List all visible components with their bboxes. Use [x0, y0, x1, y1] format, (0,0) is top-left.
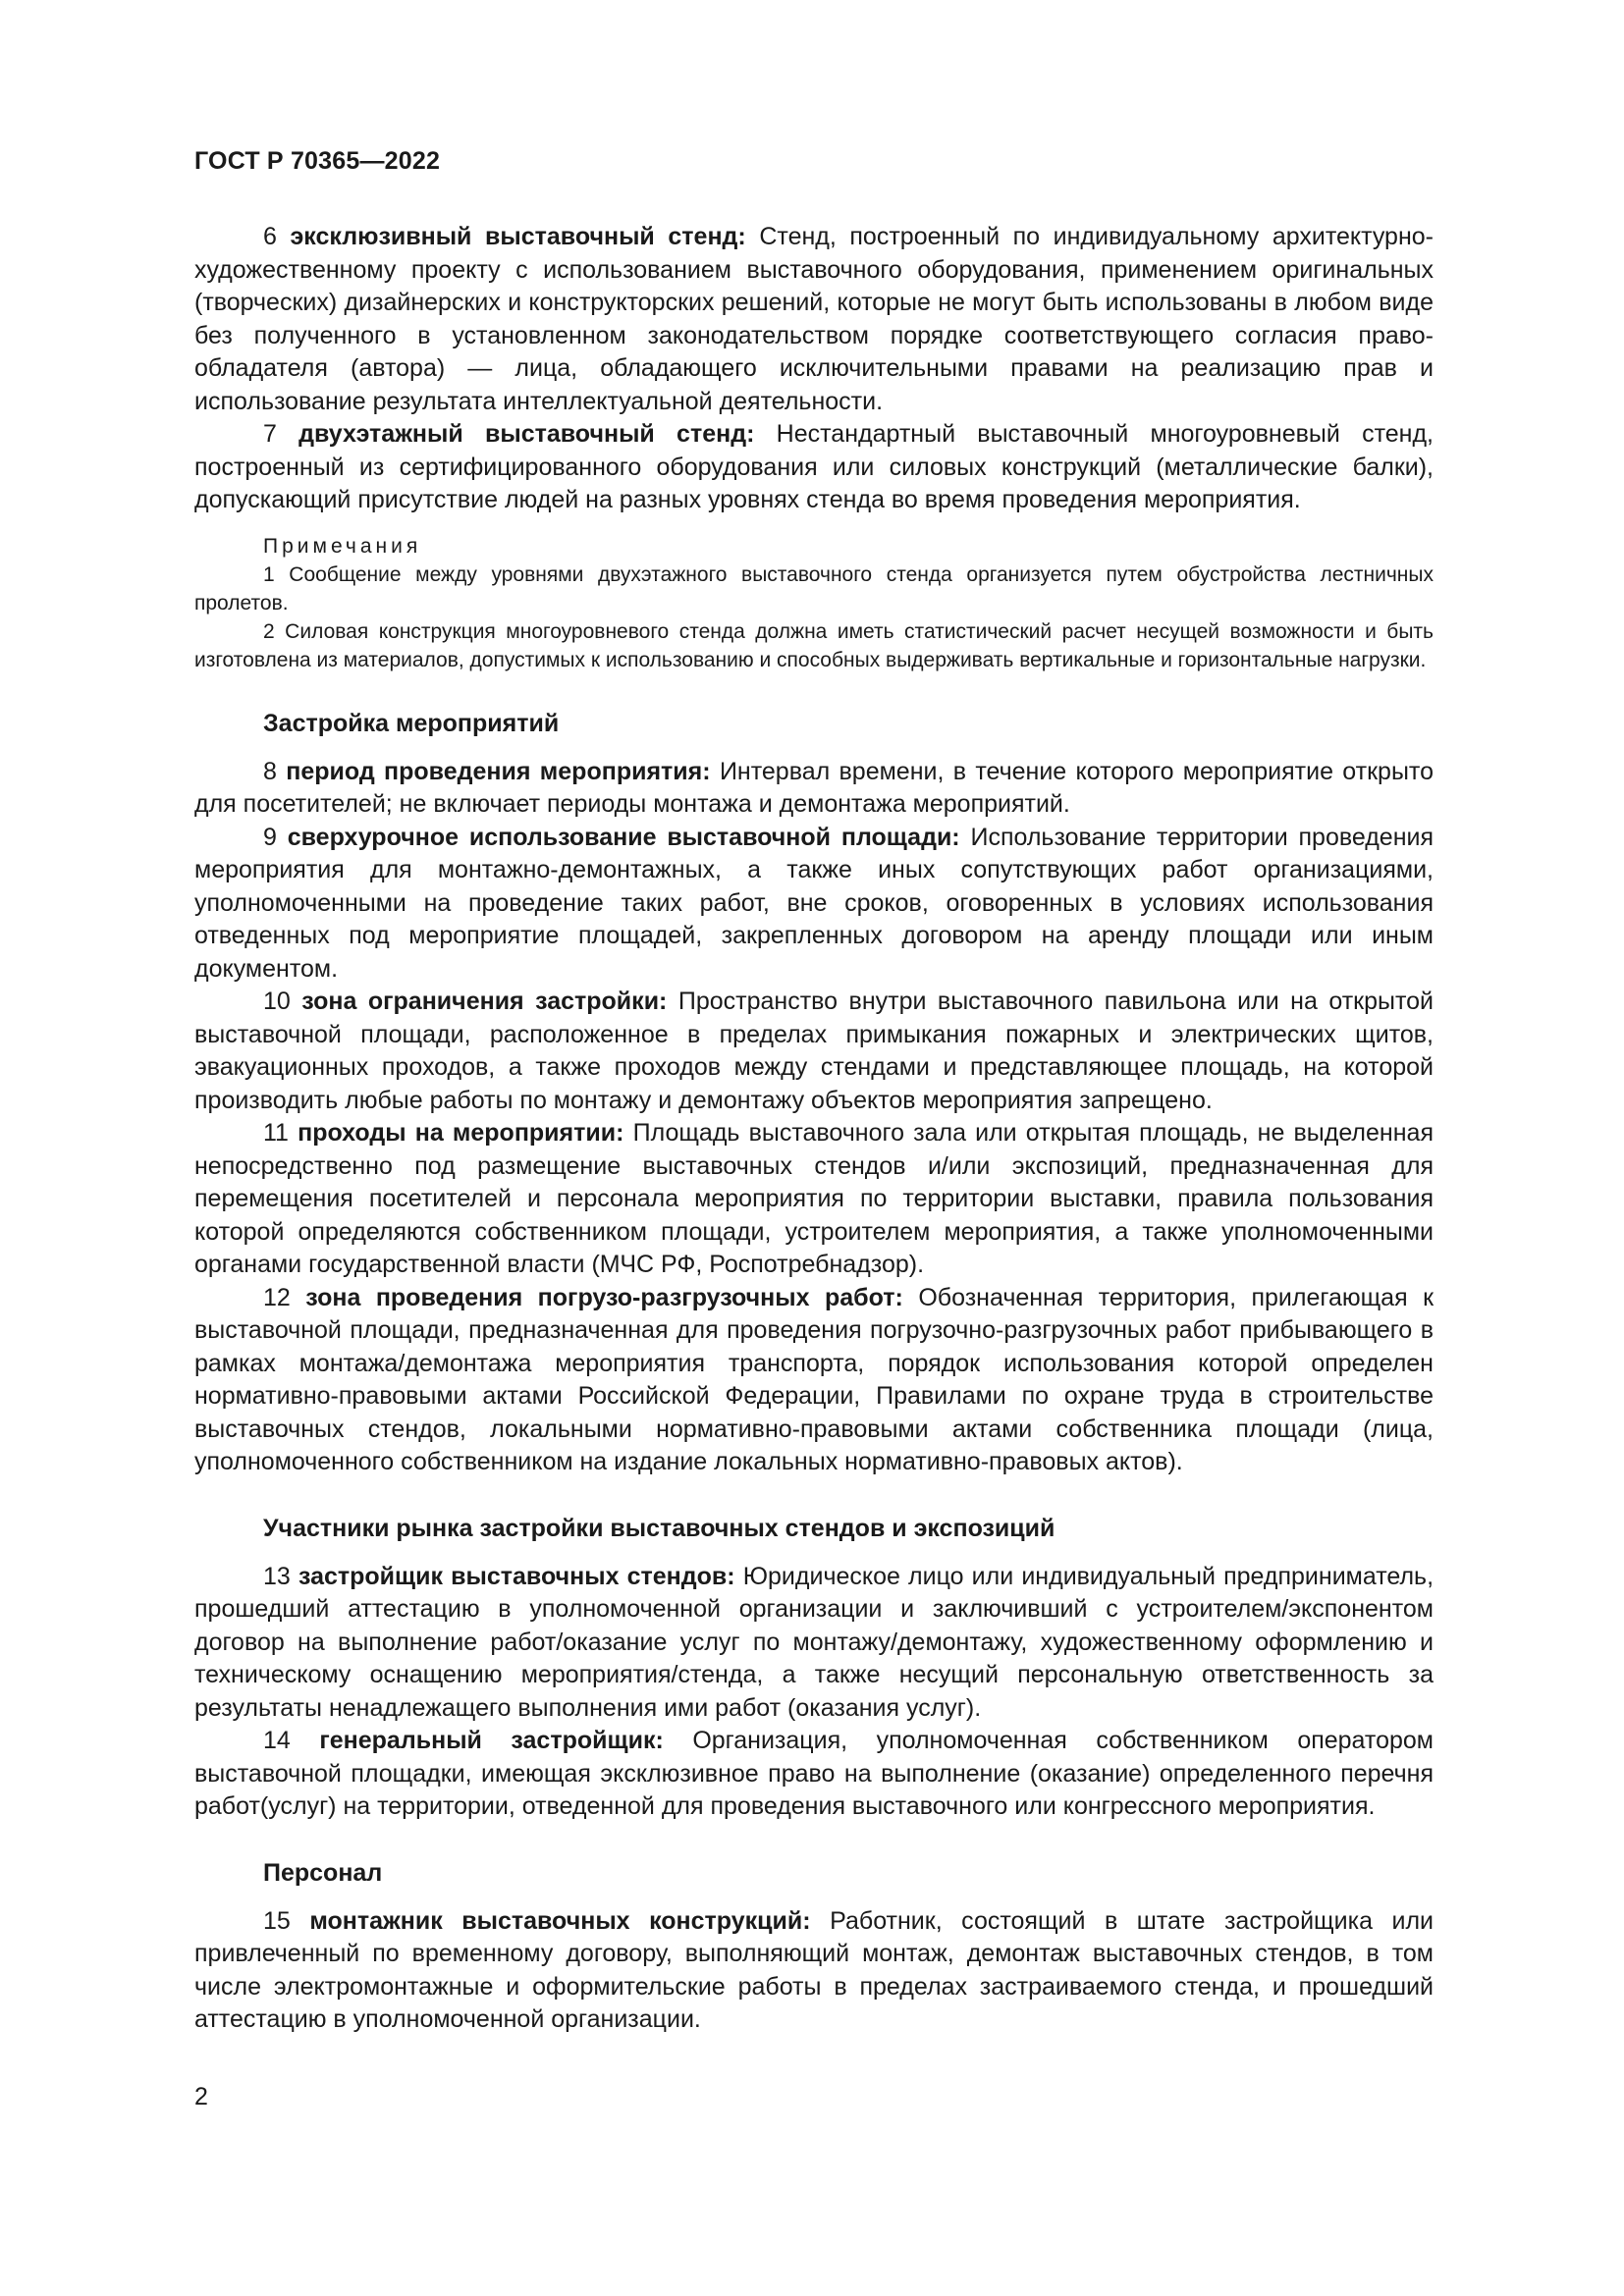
entry-number: 8	[263, 757, 277, 785]
document-body	[194, 221, 1434, 2037]
term-entry-9	[194, 822, 1434, 987]
term-definition: Юридическое лицо или индивидуальный предприниматель, прошедший аттестацию в уполномоченной организации и заключивший с устроителем/экспонентом договор на выполнение работ/оказание услуг по монтажу/демонтажу, художественному оформлению и техническому оснащению мероприятия/стенда, а также несущий персональную ответственность за результаты ненадлежащего выполнения ими работ (оказания услуг).	[194, 1562, 1435, 1722]
term-title: двухэтажный выставочный стенд:	[298, 420, 755, 448]
entry-number: 10	[263, 988, 291, 1015]
term-entry-15	[194, 1905, 1434, 2037]
term-entry-6	[194, 221, 1434, 418]
document-header: ГОСТ Р 70365—2022	[194, 147, 441, 175]
term-title: генеральный застройщик:	[319, 1727, 664, 1754]
term-definition: Нестандартный выставочный многоуровневый стенд, построенный из сертифицированного оборудования или силовых конструкций (металлические балки), допускающий присутствие людей на разных уровнях стенда во время проведения мероприятия.	[194, 420, 1435, 513]
term-entry-8	[194, 756, 1434, 822]
term-entry-13	[194, 1561, 1434, 1726]
entry-number: 12	[263, 1283, 291, 1311]
entry-number: 14	[263, 1727, 291, 1754]
term-definition: Площадь выставочного зала или открытая площадь, не выделенная непосредственно под размещение выставочных стендов и/или экспозиций, предназначенная для перемещения посетителей и персонала мероприятия по территории выставки, правила пользования которой определяются собственником площади, устроителем мероприятия, а также уполномоченными органами государственной власти (МЧС РФ, Роспотребнадзор).	[194, 1119, 1434, 1278]
entry-number: 7	[263, 420, 277, 448]
term-entry-10	[194, 986, 1434, 1117]
entry-number: 11	[263, 1119, 289, 1147]
term-definition: Организация, уполномоченная собственником оператором выставочной площадки, имеющая эксклюзивное право на выполнение (оказание) определенного перечня работ(услуг) на территории, отведенной для проведения выставочного или конгрессного мероприятия.	[194, 1727, 1434, 1820]
term-definition: Работник, состоящий в штате застройщика или привлеченный по временному договору, выполняющий монтаж, демонтаж выставочных стендов, в том числе электромонтажные и оформительские работы в пределах застраиваемого стенда, и прошедший аттестацию в уполномоченной организации.	[194, 1906, 1435, 2033]
term-title: монтажник выставочных конструкций:	[309, 1906, 811, 1935]
term-title: эксклюзивный выставочный стенд:	[290, 223, 746, 250]
section-heading-market-participants: Участники рынка застройки выставочных стендов и экспозиций	[263, 1514, 1056, 1542]
term-definition: Стенд, построенный по индивидуальному архитектурно-художественному проекту с использованием выставочного оборудования, применением оригинальных (творческих) дизайнерских и конструкторских решений, которые не могут быть использованы в любом виде без полученного в установленном законодательством порядке соответствующего согласия право-обладателя (автора) — лица, обладающего исключительными правами на реализацию прав и использование результата интеллектуальной деятельности.	[194, 223, 1434, 415]
entry-number: 9	[263, 823, 277, 851]
term-title: зона проведения погрузо-разгрузочных работ:	[305, 1283, 903, 1311]
term-title: зона ограничения застройки:	[301, 988, 668, 1015]
term-entry-7	[194, 418, 1434, 517]
page-number: 2	[194, 2083, 208, 2110]
term-definition: Использование территории проведения мероприятия для монтажно-демонтажных, а также иных сопутствующих работ организациями, уполномоченными на проведение таких работ, вне сроков, оговоренных в условиях использования отведенных под мероприятие площадей, закрепленных договором на аренду площади или иным документом.	[194, 823, 1434, 983]
entry-number: 13	[263, 1562, 291, 1590]
term-title: проходы на мероприятии:	[298, 1119, 624, 1147]
section-heading-personnel: Персонал	[263, 1858, 383, 1887]
term-entry-14	[194, 1725, 1434, 1824]
term-entry-11	[194, 1117, 1434, 1282]
term-title: застройщик выставочных стендов:	[298, 1562, 735, 1590]
note-1: 1 Сообщение между уровнями двухэтажного выставочного стенда организуется путем обустройства лестничных пролетов.	[194, 562, 1434, 614]
entry-number: 6	[263, 223, 277, 250]
term-definition: Пространство внутри выставочного павильона или на открытой выставочной площади, расположенное в пределах примыкания пожарных и электрических щитов, эвакуационных проходов, а также проходов между стендами и представляющее площадь, на которой производить любые работы по монтажу и демонтажу объектов мероприятия запрещено.	[194, 988, 1434, 1114]
term-title: период проведения мероприятия:	[286, 757, 711, 785]
term-entry-12	[194, 1282, 1434, 1479]
term-definition: Интервал времени, в течение которого мероприятие открыто для посетителей; не включает периоды монтажа и демонтажа мероприятий.	[194, 757, 1434, 818]
entry-number: 15	[263, 1906, 291, 1935]
notes-heading: Примечания	[263, 534, 422, 558]
note-2: 2 Силовая конструкция многоуровневого стенда должна иметь статистический расчет несущей возможности и быть изготовлена из материалов, допустимых к использованию и способных выдерживать вертикальные и горизонтальные нагрузки.	[194, 619, 1434, 671]
term-title: сверхурочное использование выставочной площади:	[287, 823, 960, 851]
section-heading-events-construction: Застройка мероприятий	[263, 709, 560, 737]
term-definition: Обозначенная территория, прилегающая к выставочной площади, предназначенная для проведения погрузочно-разгрузочных работ прибывающего в рамках монтажа/демонтажа мероприятия транспорта, порядок использования которой определен нормативно-правовыми актами Российской Федерации, Правилами по охране труда в строительстве выставочных стендов, локальными нормативно-правовыми актами собственника площади (лица, уполномоченного собственником на издание локальных нормативно-правовых актов).	[194, 1283, 1435, 1475]
